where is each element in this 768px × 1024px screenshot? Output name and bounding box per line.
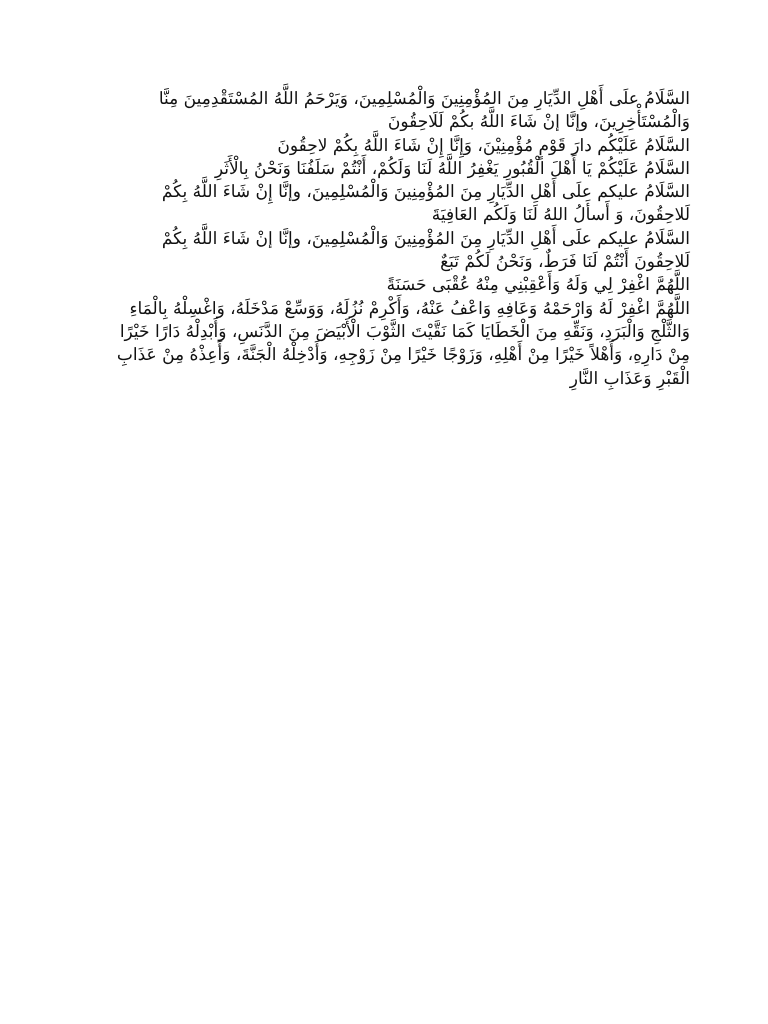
- document-page: [104, 88, 690, 391]
- paragraph-supplication-2: اللَّهُمَّ اغْفِرْ لَهُ وَارْحَمْهُ وَعَافِهِ وَاعْفُ عَنْهُ، وَأَكْرِمْ نُزُلَهُ، وَوَسِّعْ مَدْخَلَهُ، وَاغْسِلْهُ بِالْمَاءِ وَالثَّلْجِ وَالْبَرَدِ، وَنَقِّهِ مِنَ الْخَطَايَا كَمَا نَقَّيْتَ الثَّوْبَ الْأَبْيَضَ مِنَ الدَّنَسِ، وَأَبْدِلْهُ دَارًا خَيْرًا مِنْ دَارِهِ، وَأَهْلاً خَيْرًا مِنْ أَهْلِهِ، وَزَوْجًا خَيْرًا مِنْ زَوْجِهِ، وَأَدْخِلْهُ الْجَنَّةَ، وَأَعِذْهُ مِنْ عَذَابِ الْقَبْرِ وَعَذَابِ النَّارِ: [116, 298, 690, 389]
- paragraph-greeting-5: السَّلَامُ عليكم علَى أَهْلِ الدِّيَارِ مِنَ المُؤْمِنِينَ وَالْمُسْلِمِينَ، وإنَّا إنْ شَاءَ اللَّهُ بِكُمْ لَلاحِقُونَ أَنْتُمْ لَنَا فَرَطٌ، وَنَحْنُ لَكُمْ تَبَعٌ: [161, 228, 690, 273]
- paragraph-greeting-4: السَّلَامُ عليكم علَى أَهْلِ الدِّيَارِ مِنَ المُؤْمِنِينَ وَالْمُسْلِمِينَ، وإنَّا إِنْ شَاءَ اللَّهُ بِكُمْ لَلاحِقُونَ، وَ أَسأَلُ اللهُ لَنَا وَلَكُم العَافِيَةَ: [161, 182, 690, 226]
- paragraph-greeting-2: السَّلَامُ عَلَيْكُم دارَ قَوْمٍ مُؤْمِنِيْنَ، وَإِنَّا إِنْ شَاءَ اللَّهُ بِكُمْ لاحِقُونَ: [277, 135, 690, 156]
- paragraph-greeting-1: السَّلَامُ علَى أَهْلِ الدِّيَارِ مِنَ المُؤْمِنِينَ وَالْمُسْلِمِينَ، وَيَرْحَمُ اللَّهُ المُسْتَقْدِمِينَ مِنَّا وَالْمُسْتَأْخِرِينَ، وإنَّا إنْ شَاءَ اللَّهُ بكُمْ لَلَاحِقُونَ: [158, 89, 690, 133]
- paragraph-greeting-3: السَّلَامُ عَلَيْكُمْ يَا أَهْلَ الْقُبُورِ يَغْفِرُ اللَّهُ لَنَا وَلَكُمْ، أَنْتُمْ سَلَفُنَا وَنَحْنُ بِالْأَثَرِ: [214, 158, 690, 179]
- paragraph-supplication-1: اللَّهُمَّ اغْفِرْ لِي وَلَهُ وَأَعْقِبْنِي مِنْهُ عُقْبَى حَسَنَةً: [386, 275, 690, 296]
